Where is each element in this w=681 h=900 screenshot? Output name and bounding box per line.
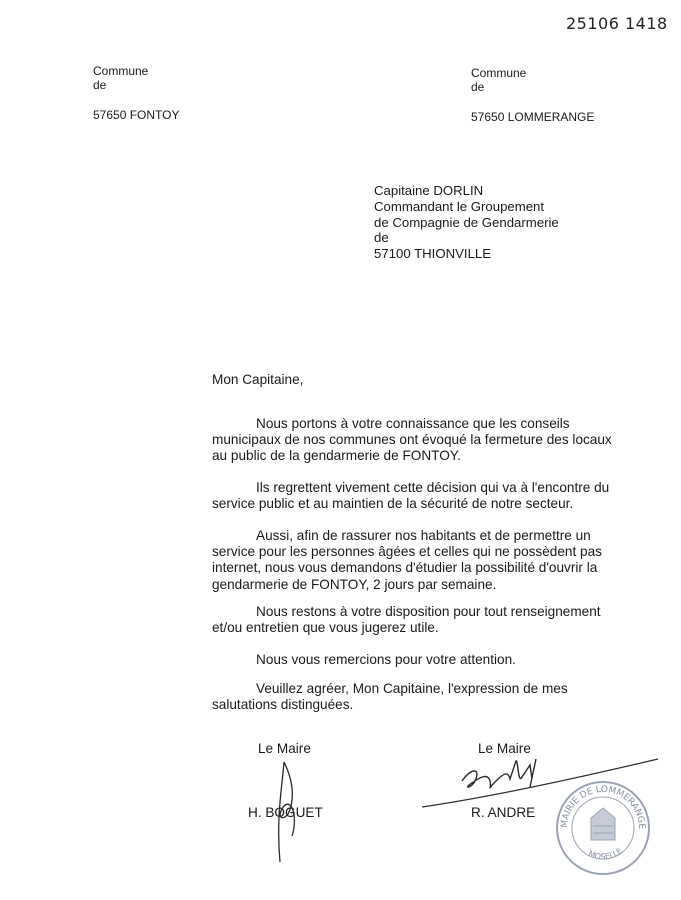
sender-left-line1: Commune [93, 64, 149, 78]
paragraph-5 [212, 652, 612, 668]
sender-right-line1: Commune [471, 66, 527, 80]
mairie-stamp [553, 778, 653, 878]
signature-left-scribble [262, 758, 322, 868]
paragraph-6-text: Veuillez agréer, Mon Capitaine, l'expression de mes salutations distinguées. [212, 681, 568, 713]
sender-right [471, 66, 526, 94]
paragraph-2-text: Ils regrettent vivement cette décision qui va à l'encontre du service public et au maintien de la sécurité de notre secteur. [212, 480, 610, 512]
signature-right-name: R. ANDRE [471, 805, 536, 820]
sender-left-city: 57650 FONTOY [93, 108, 180, 122]
sender-right-line2: de [471, 80, 485, 94]
signature-right-title: Le Maire [478, 741, 531, 756]
svg-text:MOSELLE [587, 846, 624, 861]
recipient-line4: de [374, 230, 389, 246]
reference-code: 25106 1418 [566, 14, 668, 33]
sender-right-city: 57650 LOMMERANGE [471, 110, 595, 124]
sender-left-line2: de [93, 78, 107, 92]
paragraph-5-text: Nous vous remercions pour votre attention. [256, 652, 516, 667]
paragraph-4 [212, 604, 612, 636]
paragraph-3-text: Aussi, afin de rassurer nos habitants et de permettre un service pour les personnes âgées et celles qui ne possèdent pas internet, nous vous demandons d'étudier la possibilité d'ouvrir la gendarmerie de FONTOY, 2 jours par semaine. [212, 528, 602, 592]
signature-left-title: Le Maire [258, 741, 311, 756]
salutation: Mon Capitaine, [212, 372, 304, 387]
stamp-text-top: MAIRIE DE LOMMERANGE [559, 784, 647, 830]
recipient-line5: 57100 THIONVILLE [374, 246, 492, 262]
recipient-line2: Commandant le Groupement [374, 198, 545, 214]
recipient-address [374, 183, 559, 262]
paragraph-6 [212, 681, 612, 713]
recipient-line3: de Compagnie de Gendarmerie [374, 214, 559, 230]
recipient-line1: Capitaine DORLIN [374, 183, 484, 198]
stamp-text-bottom: MOSELLE [586, 846, 625, 862]
paragraph-1 [212, 416, 612, 465]
paragraph-1-text: Nous portons à votre connaissance que les conseils municipaux de nos communes ont évoqué la fermeture des locaux au public de la gendarmerie de FONTOY. [212, 416, 612, 464]
sender-left [93, 64, 148, 92]
signature-left-name: H. BOGUET [248, 805, 323, 820]
paragraph-3 [212, 528, 612, 593]
paragraph-2 [212, 480, 612, 512]
paragraph-4-text: Nous restons à votre disposition pour tout renseignement et/ou entretien que vous jugerez utile. [212, 604, 601, 636]
